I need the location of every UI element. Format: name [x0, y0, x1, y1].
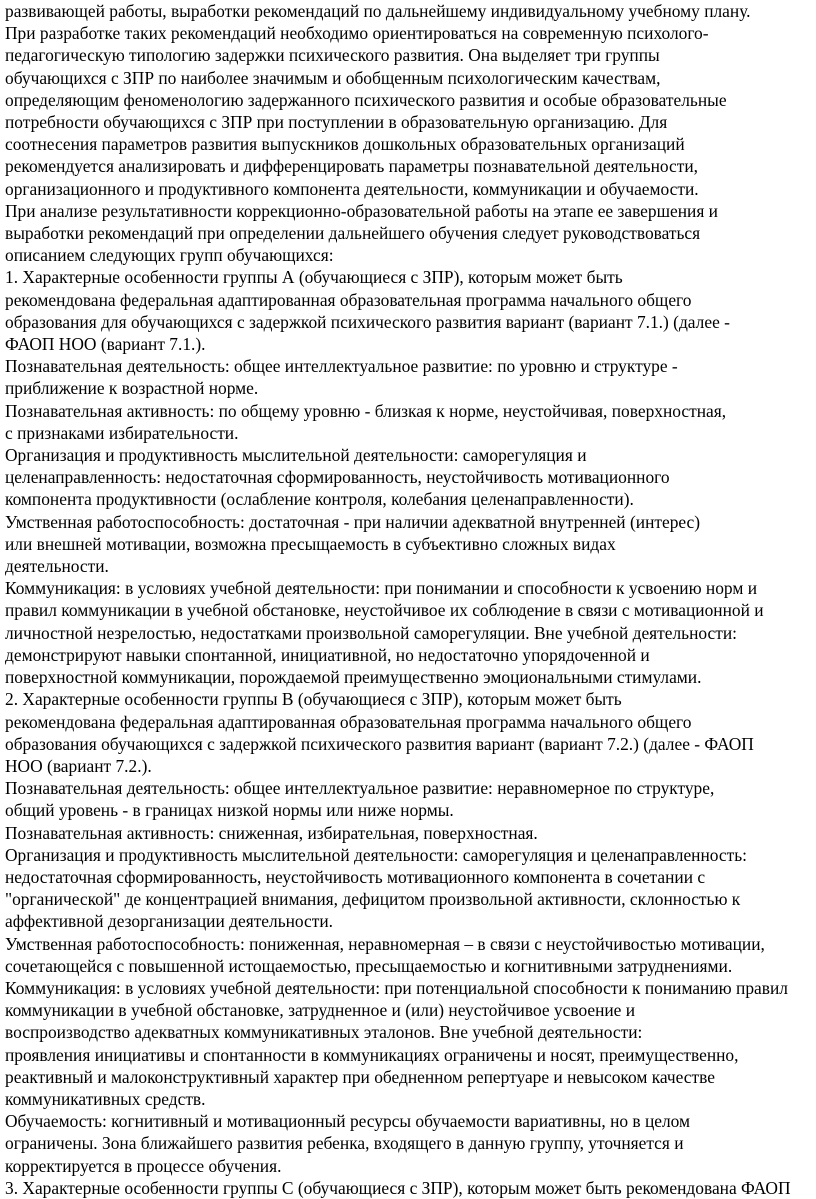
text-line: определяющим феноменологию задержанного психического развития и особые образовательные: [5, 89, 727, 110]
text-line: Обучаемость: когнитивный и мотивационный ресурсы обучаемости вариативны, но в целом: [5, 1111, 691, 1132]
text-line: корректируется в процессе обучения.: [5, 1155, 282, 1176]
paragraph: [5, 444, 816, 511]
paragraph: [5, 577, 816, 777]
paragraph: [5, 1110, 816, 1199]
text-line: правил коммуникации в учебной обстановке, неустойчивое их соблюдение в связи с мотивационной и: [5, 600, 764, 621]
paragraph: [5, 511, 816, 578]
text-line: обучающихся с ЗПР по наиболее значимым и обобщенным психологическим качествам,: [5, 67, 661, 88]
text-line: образования для обучающихся с задержкой психического развития вариант (вариант 7.1.) (далее -: [5, 311, 730, 332]
paragraph: [5, 777, 816, 821]
text-line: коммуникативных средств.: [5, 1088, 206, 1109]
text-line: сочетающейся с повышенной истощаемостью, пресыщаемостью и когнитивными затруднениями.: [5, 955, 733, 976]
text-line: рекомендуется анализировать и дифференцировать параметры познавательной деятельности,: [5, 156, 699, 177]
text-line: Коммуникация: в условиях учебной деятельности: при потенциальной способности к пониманию правил: [5, 977, 788, 998]
text-line: 1. Характерные особенности группы А (обучающиеся с ЗПР), которым может быть: [5, 267, 623, 288]
text-line: организационного и продуктивного компонента деятельности, коммуникации и обучаемости.: [5, 178, 699, 199]
text-line: описанием следующих групп обучающихся:: [5, 245, 334, 266]
text-line: воспроизводство адекватных коммуникативных эталонов. Вне учебной деятельности:: [5, 1022, 643, 1043]
text-line: выработки рекомендаций при определении дальнейшего обучения следует руководствоваться: [5, 223, 701, 244]
paragraph: [5, 400, 816, 444]
text-line: деятельности.: [5, 556, 109, 577]
paragraph: [5, 977, 816, 1110]
text-line: демонстрируют навыки спонтанной, инициативной, но недостаточно упорядоченной и: [5, 644, 650, 665]
text-line: При разработке таких рекомендаций необходимо ориентироваться на современную психолого-: [5, 23, 709, 44]
paragraph: [5, 200, 816, 355]
text-line: рекомендована федеральная адаптированная образовательная программа начального общего: [5, 289, 692, 310]
text-line: аффективной дезорганизации деятельности.: [5, 911, 334, 932]
text-line: развивающей работы, выработки рекомендаций по дальнейшему индивидуальному учебному плану.: [5, 1, 751, 21]
text-line: компонента продуктивности (ослабление контроля, колебания целенаправленности).: [5, 489, 634, 510]
paragraph: [5, 822, 816, 844]
text-line: образования обучающихся с задержкой психического развития вариант (вариант 7.2.) (далее - ФАОП: [5, 733, 754, 754]
text-line: При анализе результативности коррекционно-образовательной работы на этапе ее завершения и: [5, 200, 718, 221]
text-line: недостаточная сформированность, неустойчивость мотивационного компонента в сочетании с: [5, 866, 706, 887]
text-line: проявления инициативы и спонтанности в коммуникациях ограничены и носят, преимущественно,: [5, 1044, 739, 1065]
text-line: реактивный и малоконструктивный характер при обедненном репертуаре и невысоком качестве: [5, 1066, 715, 1087]
paragraph: [5, 933, 816, 977]
text-line: ФАОП НОО (вариант 7.1.).: [5, 334, 206, 355]
text-line: соотнесения параметров развития выпускников дошкольных образовательных организаций: [5, 134, 685, 155]
text-line: 3. Характерные особенности группы С (обучающиеся с ЗПР), которым может быть рекомендована ФАОП: [5, 1177, 791, 1198]
document-page: [5, 0, 816, 1199]
text-line: Организация и продуктивность мыслительной деятельности: саморегуляция и: [5, 445, 587, 466]
text-line: поверхностной коммуникации, порождаемой преимущественно эмоциональными стимулами.: [5, 667, 702, 688]
paragraph: [5, 355, 816, 399]
text-line: Организация и продуктивность мыслительной деятельности: саморегуляция и целенаправленность:: [5, 844, 748, 865]
text-line: ограничены. Зона ближайшего развития ребенка, входящего в данную группу, уточняется и: [5, 1133, 684, 1154]
text-line: Познавательная активность: по общему уровню - близкая к норме, неустойчивая, поверхностная,: [5, 400, 727, 421]
text-line: "органической" де концентрацией внимания, дефицитом произвольной активности, склонностью к: [5, 889, 741, 910]
text-line: потребности обучающихся с ЗПР при поступлении в образовательную организацию. Для: [5, 112, 668, 133]
text-line: Познавательная активность: сниженная, избирательная, поверхностная.: [5, 822, 538, 843]
text-line: коммуникации в учебной обстановке, затрудненное и (или) неустойчивое усвоение и: [5, 1000, 636, 1021]
text-line: рекомендована федеральная адаптированная образовательная программа начального общего: [5, 711, 692, 732]
text-line: педагогическую типологию задержки психического развития. Она выделяет три группы: [5, 45, 660, 66]
text-line: НОО (вариант 7.2.).: [5, 755, 152, 776]
text-line: с признаками избирательности.: [5, 422, 239, 443]
text-line: Познавательная деятельность: общее интеллектуальное развитие: по уровню и структуре -: [5, 356, 678, 377]
text-line: или внешней мотивации, возможна пресыщаемость в субъективно сложных видах: [5, 533, 616, 554]
text-line: Познавательная деятельность: общее интеллектуальное развитие: неравномерное по структуре,: [5, 778, 715, 799]
text-line: целенаправленность: недостаточная сформированность, неустойчивость мотивационного: [5, 467, 670, 488]
paragraph: [5, 844, 816, 933]
text-line: общий уровень - в границах низкой нормы или ниже нормы.: [5, 800, 454, 821]
text-line: приближение к возрастной норме.: [5, 378, 259, 399]
paragraph: [5, 0, 816, 200]
text-line: 2. Характерные особенности группы В (обучающиеся с ЗПР), которым может быть: [5, 689, 622, 710]
text-line: личностной незрелостью, недостатками произвольной саморегуляции. Вне учебной деятельности:: [5, 622, 737, 643]
text-line: Умственная работоспособность: пониженная, неравномерная – в связи с неустойчивостью мотивации,: [5, 933, 765, 954]
text-line: Коммуникация: в условиях учебной деятельности: при понимании и способности к усвоению норм и: [5, 578, 758, 599]
text-line: Умственная работоспособность: достаточная - при наличии адекватной внутренней (интерес): [5, 511, 701, 532]
